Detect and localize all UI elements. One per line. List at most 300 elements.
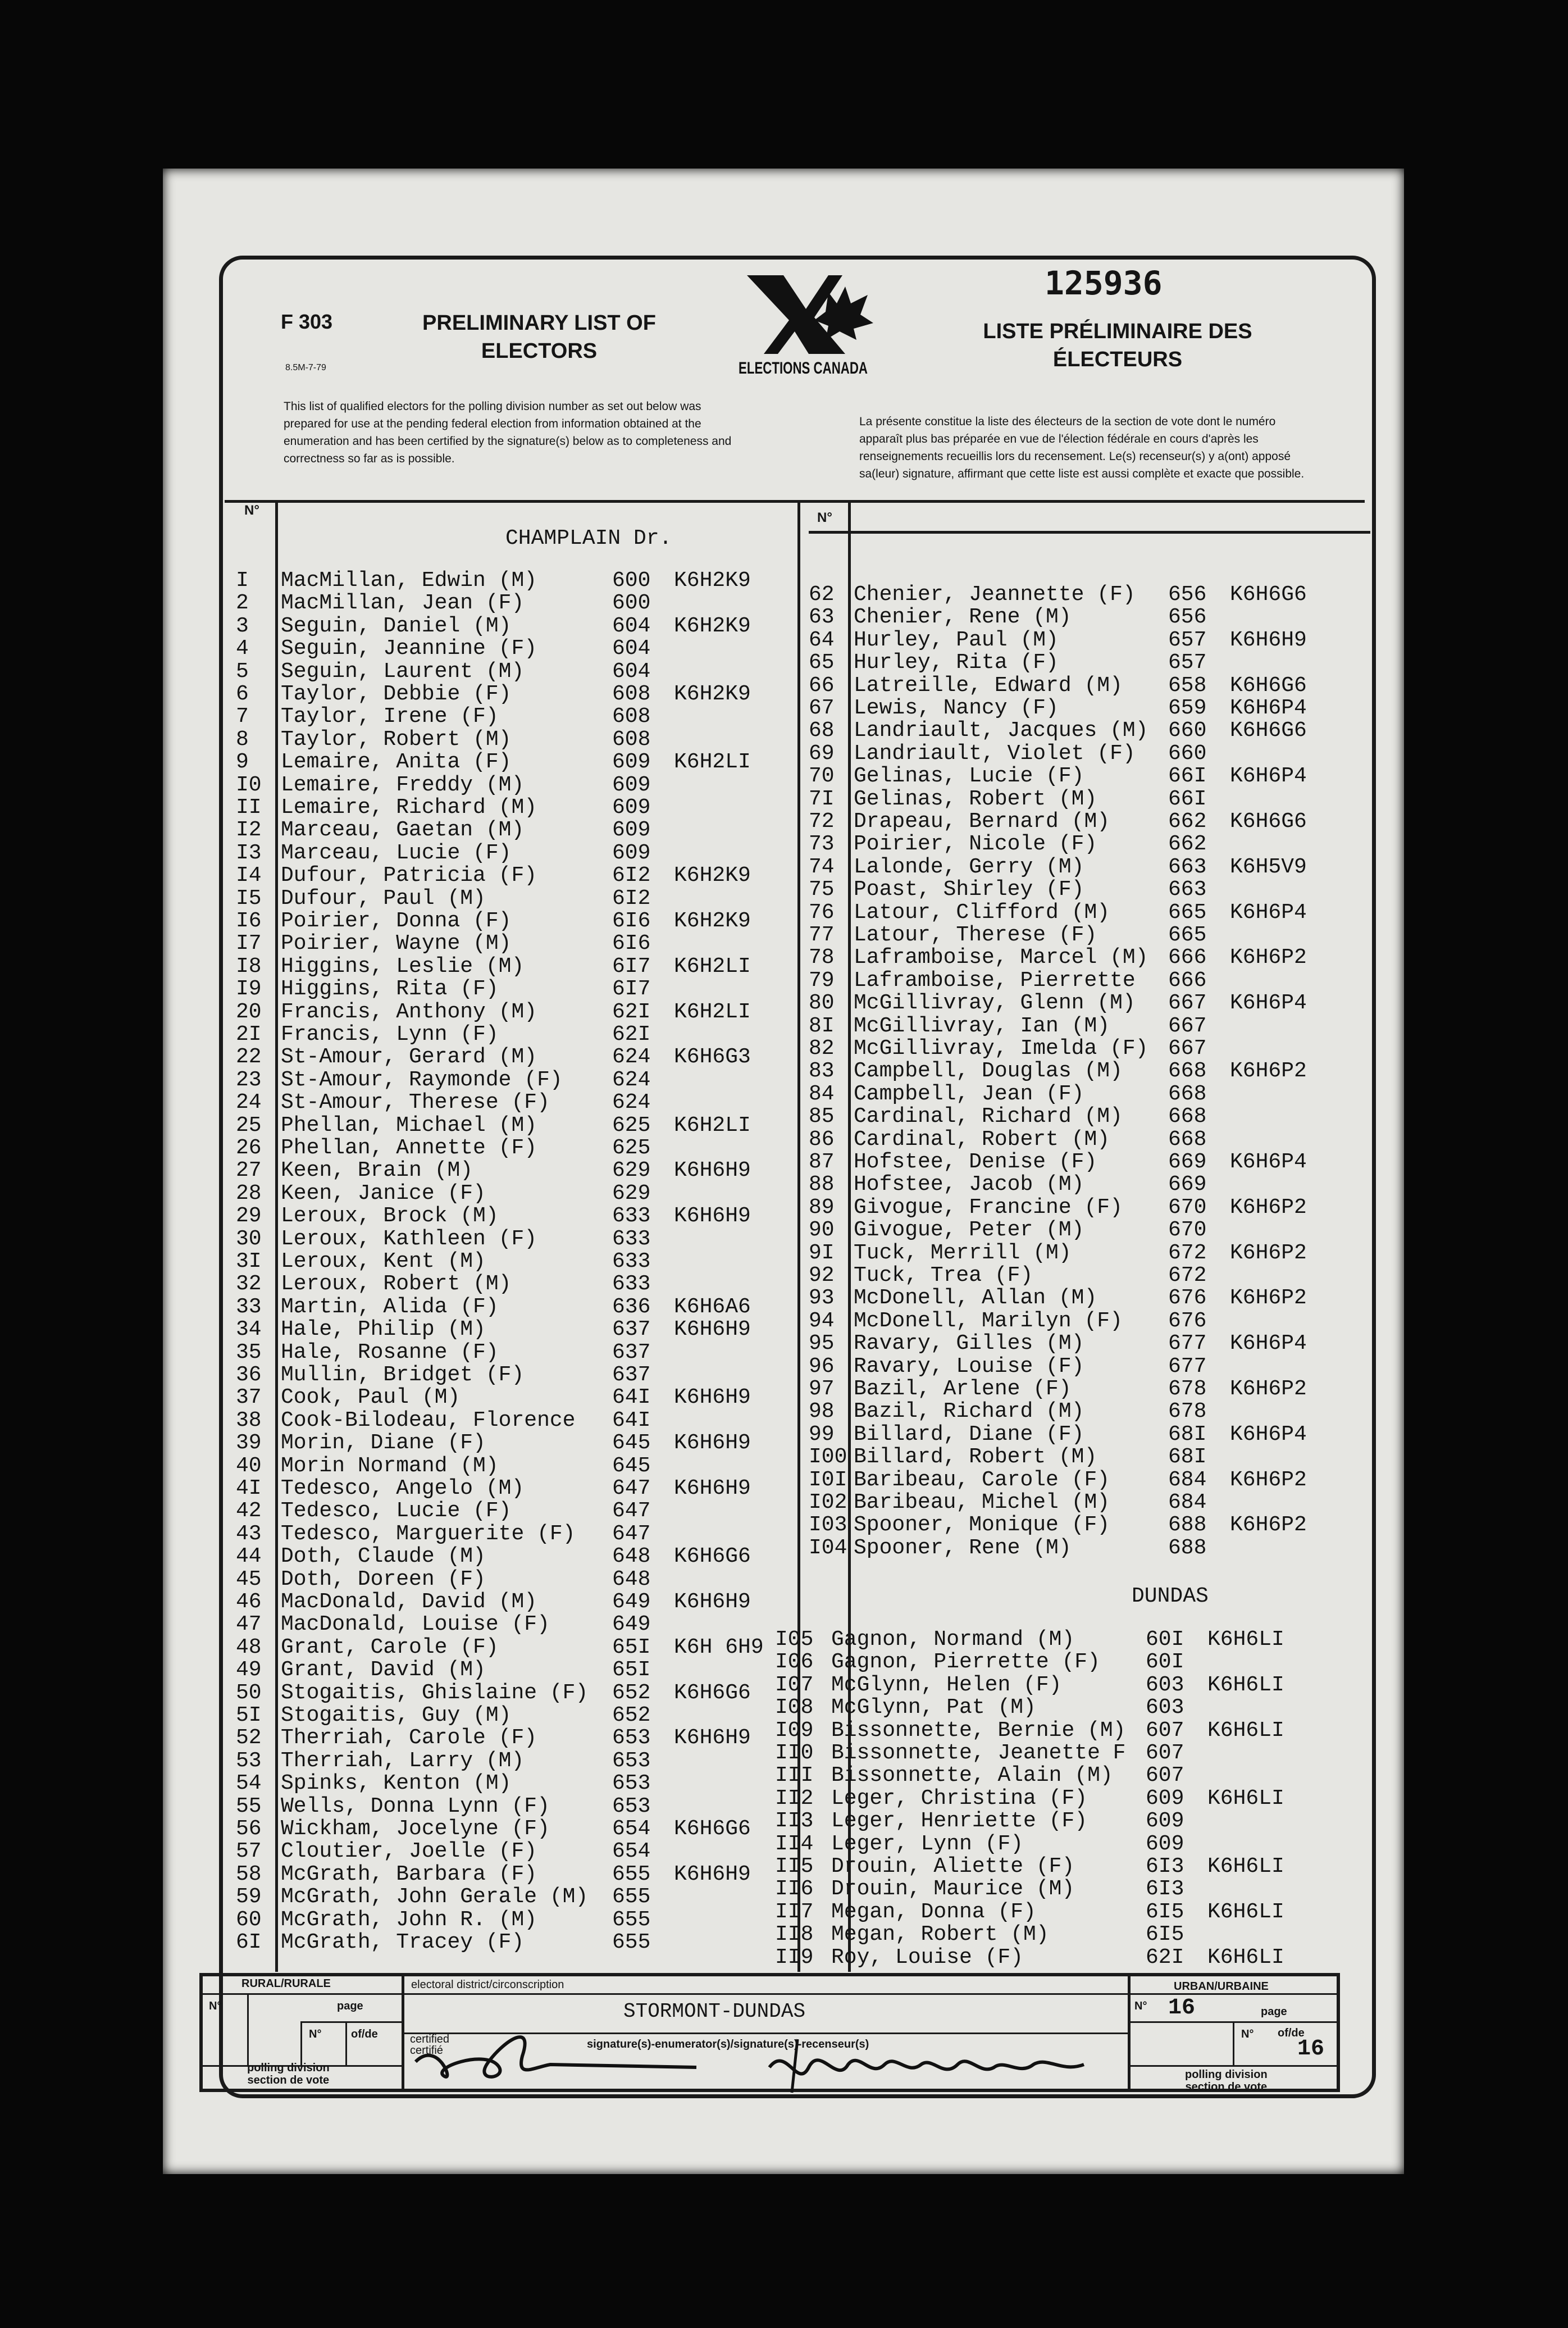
elector-addr: 609 <box>1146 1809 1184 1834</box>
right-no-label: N° <box>817 510 832 525</box>
elector-name: Tedesco, Angelo (M) <box>281 1476 525 1501</box>
elector-name: Morin, Diane (F) <box>281 1431 486 1456</box>
elector-name: Keen, Janice (F) <box>281 1181 486 1206</box>
elector-code: K6H 6H9 <box>674 1635 764 1659</box>
urban-no-value: 16 <box>1168 1995 1196 2021</box>
elector-no: 92 <box>809 1263 835 1288</box>
elector-code: K6H6G3 <box>674 1045 751 1070</box>
elector-code: K6H6A6 <box>674 1294 751 1319</box>
elector-no: 5I <box>236 1703 262 1727</box>
elector-name: Poirier, Nicole (F) <box>854 832 1097 857</box>
elector-no: 46 <box>236 1590 262 1614</box>
elector-no: II <box>236 795 262 820</box>
elector-addr: 668 <box>1168 1081 1207 1106</box>
elector-no: 38 <box>236 1408 262 1433</box>
elector-addr: 657 <box>1168 651 1207 675</box>
elector-name: Hale, Rosanne (F) <box>281 1340 499 1365</box>
elector-no: II5 <box>775 1854 814 1879</box>
elector-addr: 667 <box>1168 1013 1207 1038</box>
elector-addr: 625 <box>612 1113 651 1138</box>
rural-no-sub-label: N° <box>309 2028 322 2040</box>
elector-name: Phellan, Annette (F) <box>281 1136 537 1160</box>
elector-code: K6H6LI <box>1207 1899 1284 1924</box>
elector-name: Hale, Philip (M) <box>281 1317 486 1342</box>
elector-addr: 629 <box>612 1158 651 1183</box>
elector-code: K6H2K9 <box>674 909 751 933</box>
elections-canada-logo <box>730 270 876 382</box>
elector-name: Latour, Clifford (M) <box>854 900 1110 925</box>
elector-no: 76 <box>809 900 835 925</box>
elector-code: K6H6P4 <box>1230 1331 1307 1356</box>
elector-addr: 608 <box>612 682 651 706</box>
elector-no: 6I <box>236 1930 262 1954</box>
elector-no: 62 <box>809 583 835 607</box>
elector-no: 77 <box>809 923 835 947</box>
district-label: electoral district/circonscription <box>411 1979 564 1991</box>
elector-addr: 663 <box>1168 854 1207 879</box>
elector-code: K6H6LI <box>1207 1854 1284 1879</box>
elector-no: 7I <box>809 786 835 811</box>
elector-code: K6H6P4 <box>1230 1150 1307 1174</box>
elector-name: Roy, Louise (F) <box>831 1945 1024 1970</box>
elector-name: Chenier, Rene (M) <box>854 605 1072 630</box>
elector-no: 8I <box>809 1013 835 1038</box>
elector-name: Doth, Doreen (F) <box>281 1567 486 1592</box>
elector-name: Seguin, Daniel (M) <box>281 613 512 638</box>
elector-addr: 668 <box>1168 1059 1207 1084</box>
elector-addr: 625 <box>612 1136 651 1160</box>
elector-no: 37 <box>236 1385 262 1410</box>
elector-code: K6H6H9 <box>674 1726 751 1750</box>
enumerator-signature <box>764 2034 1101 2101</box>
elector-addr: 6I2 <box>612 863 651 888</box>
elector-no: I02 <box>809 1490 847 1515</box>
elector-name: Tuck, Trea (F) <box>854 1263 1033 1288</box>
elector-addr: 604 <box>612 659 651 684</box>
elector-name: McDonell, Marilyn (F) <box>854 1308 1123 1333</box>
elector-addr: 607 <box>1146 1718 1184 1743</box>
elector-name: Seguin, Laurent (M) <box>281 659 525 684</box>
elector-addr: 6I5 <box>1146 1922 1184 1947</box>
footer-right-edge <box>1337 1973 1340 2092</box>
elector-code: K6H6G6 <box>674 1544 751 1569</box>
elector-no: 69 <box>809 741 835 766</box>
elector-no: 64 <box>809 628 835 652</box>
elector-name: Spooner, Monique (F) <box>854 1513 1110 1538</box>
rural-of-divider <box>345 2021 347 2066</box>
elector-addr: 603 <box>1146 1695 1184 1720</box>
elector-no: 63 <box>809 605 835 630</box>
elector-name: Cloutier, Joelle (F) <box>281 1839 537 1864</box>
elector-no: 40 <box>236 1453 262 1478</box>
elector-addr: 669 <box>1168 1150 1207 1174</box>
elector-addr: 66I <box>1168 786 1207 811</box>
elector-code: K6H6LI <box>1207 1718 1284 1743</box>
elector-no: 68 <box>809 719 835 743</box>
elector-name: McGrath, Barbara (F) <box>281 1862 537 1886</box>
elector-name: Cook-Bilodeau, Florence <box>281 1408 576 1433</box>
elector-name: Leroux, Kathleen (F) <box>281 1226 537 1251</box>
elector-name: MacMillan, Jean (F) <box>281 591 525 616</box>
elector-name: Campbell, Douglas (M) <box>854 1059 1123 1084</box>
elector-addr: 607 <box>1146 1763 1184 1788</box>
form-date: 8.5M-7-79 <box>285 363 326 372</box>
elector-no: I08 <box>775 1695 814 1720</box>
elector-no: 70 <box>809 764 835 789</box>
left-no-column-line <box>275 500 278 1972</box>
elector-no: 52 <box>236 1726 262 1750</box>
elector-no: I07 <box>775 1672 814 1697</box>
elector-addr: 600 <box>612 569 651 593</box>
elector-addr: 688 <box>1168 1513 1207 1538</box>
elector-name: Lemaire, Anita (F) <box>281 750 512 775</box>
elector-no: 56 <box>236 1817 262 1841</box>
elector-name: Leroux, Brock (M) <box>281 1204 499 1229</box>
elector-addr: 62I <box>1146 1945 1184 1970</box>
elector-no: 26 <box>236 1136 262 1160</box>
district-name: STORMONT-DUNDAS <box>623 2000 806 2023</box>
elector-addr: 609 <box>1146 1831 1184 1856</box>
urban-page-label: page <box>1261 2006 1287 2018</box>
elector-code: K6H6P2 <box>1230 1059 1307 1084</box>
elector-no: 23 <box>236 1067 262 1092</box>
street-dundas: DUNDAS <box>1132 1584 1209 1608</box>
elector-addr: 624 <box>612 1090 651 1115</box>
elector-no: 87 <box>809 1150 835 1174</box>
elector-name: Tuck, Merrill (M) <box>854 1240 1072 1265</box>
elector-no: 5 <box>236 659 249 684</box>
elector-addr: 666 <box>1168 968 1207 993</box>
elector-name: Baribeau, Michel (M) <box>854 1490 1110 1515</box>
elector-name: McGrath, John R. (M) <box>281 1907 537 1932</box>
elector-no: III <box>775 1763 814 1788</box>
elector-addr: 637 <box>612 1340 651 1365</box>
elector-name: Ravary, Louise (F) <box>854 1354 1084 1379</box>
elector-name: Marceau, Gaetan (M) <box>281 818 525 843</box>
elector-code: K6H6G6 <box>674 1817 751 1841</box>
elector-addr: 6I3 <box>1146 1877 1184 1902</box>
elector-no: 28 <box>236 1181 262 1206</box>
elector-no: 22 <box>236 1045 262 1070</box>
elector-code: K6H2LI <box>674 954 751 979</box>
elector-no: 7 <box>236 704 249 729</box>
elector-no: 95 <box>809 1331 835 1356</box>
elector-name: Megan, Robert (M) <box>831 1922 1049 1947</box>
elector-name: MacMillan, Edwin (M) <box>281 569 537 593</box>
elector-addr: 633 <box>612 1272 651 1297</box>
elector-no: 73 <box>809 832 835 857</box>
rural-label: RURAL/RURALE <box>241 1977 331 1990</box>
elector-code: K6H6P2 <box>1230 1513 1307 1538</box>
elector-addr: 676 <box>1168 1286 1207 1311</box>
elector-no: 48 <box>236 1635 262 1659</box>
elector-name: McGillivray, Glenn (M) <box>854 991 1136 1016</box>
elector-no: 20 <box>236 999 262 1024</box>
elector-addr: 645 <box>612 1453 651 1478</box>
elector-name: McGlynn, Pat (M) <box>831 1695 1036 1720</box>
elector-name: Grant, Carole (F) <box>281 1635 499 1659</box>
elector-addr: 670 <box>1168 1218 1207 1243</box>
elector-name: Leger, Lynn (F) <box>831 1831 1024 1856</box>
elector-addr: 667 <box>1168 1036 1207 1061</box>
elector-name: Landriault, Jacques (M) <box>854 719 1148 743</box>
footer-left-edge <box>199 1973 203 2092</box>
elector-code: K6H6P2 <box>1230 1240 1307 1265</box>
elector-name: Wickham, Jocelyne (F) <box>281 1817 550 1841</box>
elector-no: I03 <box>809 1513 847 1538</box>
certifier-signature <box>404 2017 719 2095</box>
urban-of-label: of/de <box>1278 2027 1305 2039</box>
elector-name: St-Amour, Raymonde (F) <box>281 1067 563 1092</box>
elector-addr: 677 <box>1168 1331 1207 1356</box>
elector-addr: 62I <box>612 999 651 1024</box>
elector-no: 6 <box>236 682 249 706</box>
elector-code: K6H6H9 <box>674 1862 751 1886</box>
elector-no: 27 <box>236 1158 262 1183</box>
elector-name: Campbell, Jean (F) <box>854 1081 1084 1106</box>
footer-label-line <box>199 1993 1339 1995</box>
elector-name: Bissonnette, Jeanette F <box>831 1741 1126 1765</box>
elector-name: Lemaire, Freddy (M) <box>281 772 525 797</box>
elector-name: Tedesco, Marguerite (F) <box>281 1521 576 1546</box>
elector-addr: 672 <box>1168 1263 1207 1288</box>
elector-addr: 655 <box>612 1885 651 1909</box>
elector-name: Drapeau, Bernard (M) <box>854 810 1110 834</box>
elector-code: K6H2LI <box>674 999 751 1024</box>
elector-name: Therriah, Larry (M) <box>281 1748 525 1773</box>
elector-no: 3 <box>236 613 249 638</box>
elector-name: Francis, Anthony (M) <box>281 999 537 1024</box>
elector-name: Seguin, Jeannine (F) <box>281 636 537 661</box>
elector-no: 82 <box>809 1036 835 1061</box>
elector-no: 55 <box>236 1794 262 1818</box>
elector-name: McGrath, John Gerale (M) <box>281 1885 589 1909</box>
elector-name: Billard, Robert (M) <box>854 1445 1097 1470</box>
elector-name: Laframboise, Pierrette <box>854 968 1136 993</box>
elector-name: Keen, Brain (M) <box>281 1158 473 1183</box>
form-number: F 303 <box>281 310 333 333</box>
elector-no: 44 <box>236 1544 262 1569</box>
elector-name: Stogaitis, Ghislaine (F) <box>281 1680 589 1705</box>
elector-addr: 609 <box>612 750 651 775</box>
elector-name: Mullin, Bridget (F) <box>281 1363 525 1387</box>
elector-addr: 647 <box>612 1499 651 1524</box>
elector-no: 50 <box>236 1680 262 1705</box>
elector-addr: 662 <box>1168 832 1207 857</box>
elector-addr: 663 <box>1168 877 1207 902</box>
elector-name: St-Amour, Therese (F) <box>281 1090 550 1115</box>
elector-name: MacDonald, Louise (F) <box>281 1612 550 1637</box>
elector-name: Gelinas, Lucie (F) <box>854 764 1084 789</box>
elector-no: 97 <box>809 1377 835 1401</box>
elector-no: 74 <box>809 854 835 879</box>
elector-no: 88 <box>809 1172 835 1197</box>
street-champlain: CHAMPLAIN Dr. <box>505 526 672 551</box>
elector-name: Leger, Christina (F) <box>831 1786 1088 1811</box>
elector-name: Francis, Lynn (F) <box>281 1022 499 1047</box>
elector-addr: 668 <box>1168 1104 1207 1129</box>
elector-name: Hofstee, Jacob (M) <box>854 1172 1084 1197</box>
elector-no: I4 <box>236 863 262 888</box>
elector-code: K6H6P2 <box>1230 1195 1307 1220</box>
elector-addr: 653 <box>612 1748 651 1773</box>
rural-page-label: page <box>337 2000 363 2012</box>
rural-of-label: of/de <box>351 2028 378 2040</box>
elector-addr: 654 <box>612 1839 651 1864</box>
elector-addr: 652 <box>612 1680 651 1705</box>
elector-code: K6H6H9 <box>674 1204 751 1229</box>
elector-no: 83 <box>809 1059 835 1084</box>
elector-name: Lewis, Nancy (F) <box>854 696 1059 720</box>
elector-code: K6H6LI <box>1207 1627 1284 1652</box>
elector-no: 79 <box>809 968 835 993</box>
elector-name: Higgins, Leslie (M) <box>281 954 525 979</box>
elector-code: K6H6G6 <box>1230 583 1307 607</box>
elector-name: Drouin, Maurice (M) <box>831 1877 1075 1902</box>
elector-addr: 62I <box>612 1022 651 1047</box>
elector-name: Gagnon, Normand (M) <box>831 1627 1075 1652</box>
elector-code: K6H6H9 <box>674 1590 751 1614</box>
elector-code: K6H6H9 <box>674 1431 751 1456</box>
elector-no: 67 <box>809 696 835 720</box>
elector-name: Dufour, Paul (M) <box>281 886 486 911</box>
elector-addr: 633 <box>612 1204 651 1229</box>
elector-addr: 656 <box>1168 605 1207 630</box>
serial-number: 125936 <box>1045 264 1163 302</box>
elector-code: K6H6LI <box>1207 1945 1284 1970</box>
elector-no: 36 <box>236 1363 262 1387</box>
elector-addr: 608 <box>612 704 651 729</box>
elector-name: Gagnon, Pierrette (F) <box>831 1650 1100 1675</box>
elector-name: Higgins, Rita (F) <box>281 977 499 1002</box>
elector-code: K6H6H9 <box>674 1476 751 1501</box>
elector-addr: 636 <box>612 1294 651 1319</box>
elector-addr: 662 <box>1168 810 1207 834</box>
elector-addr: 607 <box>1146 1741 1184 1765</box>
elector-addr: 609 <box>612 795 651 820</box>
intro-french: La présente constitue la liste des électeurs de la section de vote dont le numéro apparaît plus bas préparée en vue de l'élection fédérale en cours d'après les renseignements recueillis lors du recensement. Le(s) recenseur(s) y a(ont) apposé sa(leur) signature, affirmant que cette liste est aussi complète et exacte que possible. <box>859 415 1305 480</box>
elector-no: 86 <box>809 1127 835 1152</box>
elector-name: Taylor, Irene (F) <box>281 704 499 729</box>
elector-addr: 60I <box>1146 1627 1184 1652</box>
elector-no: 43 <box>236 1521 262 1546</box>
elector-no: II0 <box>775 1741 814 1765</box>
elector-no: 93 <box>809 1286 835 1311</box>
elector-no: 32 <box>236 1272 262 1297</box>
elector-name: Poirier, Wayne (M) <box>281 931 512 956</box>
elector-name: Gelinas, Robert (M) <box>854 786 1097 811</box>
elector-addr: 659 <box>1168 696 1207 720</box>
elector-name: Stogaitis, Guy (M) <box>281 1703 512 1727</box>
table-top-line <box>225 500 1365 503</box>
elector-no: 80 <box>809 991 835 1016</box>
elector-name: Leroux, Robert (M) <box>281 1272 512 1297</box>
elector-no: 75 <box>809 877 835 902</box>
elector-code: K6H6P4 <box>1230 1422 1307 1447</box>
elector-name: Marceau, Lucie (F) <box>281 840 512 865</box>
elector-name: Hofstee, Denise (F) <box>854 1150 1097 1174</box>
elector-addr: 649 <box>612 1590 651 1614</box>
elector-addr: 6I6 <box>612 909 651 933</box>
elector-no: I5 <box>236 886 262 911</box>
elector-addr: 60I <box>1146 1650 1184 1675</box>
elector-name: McGrath, Tracey (F) <box>281 1930 525 1954</box>
elector-code: K6H2LI <box>674 1113 751 1138</box>
rural-page-line <box>300 2021 402 2023</box>
elector-no: I7 <box>236 931 262 956</box>
elector-addr: 647 <box>612 1521 651 1546</box>
elector-addr: 633 <box>612 1226 651 1251</box>
elector-no: I0I <box>809 1467 847 1492</box>
elector-addr: 654 <box>612 1817 651 1841</box>
elector-no: 2 <box>236 591 249 616</box>
elector-no: 53 <box>236 1748 262 1773</box>
elector-name: Chenier, Jeannette (F) <box>854 583 1136 607</box>
elector-name: McGillivray, Ian (M) <box>854 1013 1110 1038</box>
elector-addr: 64I <box>612 1385 651 1410</box>
elector-no: I09 <box>775 1718 814 1743</box>
rural-page-divider <box>300 2021 302 2066</box>
elector-addr: 624 <box>612 1045 651 1070</box>
elector-no: 65 <box>809 651 835 675</box>
elector-name: Taylor, Debbie (F) <box>281 682 512 706</box>
elector-name: Hurley, Paul (M) <box>854 628 1059 652</box>
elector-addr: 653 <box>612 1794 651 1818</box>
elector-no: I06 <box>775 1650 814 1675</box>
rural-polling-division: polling division section de vote <box>247 2062 330 2086</box>
elector-addr: 633 <box>612 1249 651 1274</box>
elector-name: Landriault, Violet (F) <box>854 741 1136 766</box>
elector-no: 3I <box>236 1249 262 1274</box>
elector-no: 96 <box>809 1354 835 1379</box>
elector-no: 42 <box>236 1499 262 1524</box>
elector-addr: 637 <box>612 1317 651 1342</box>
elector-name: St-Amour, Gerard (M) <box>281 1045 537 1070</box>
elector-no: 47 <box>236 1612 262 1637</box>
elector-no: 9I <box>809 1240 835 1265</box>
elector-addr: 64I <box>612 1408 651 1433</box>
elector-name: Grant, David (M) <box>281 1658 486 1683</box>
footer-top-line <box>199 1973 1339 1976</box>
urban-no-sub-label: N° <box>1241 2028 1254 2040</box>
elector-no: I0 <box>236 772 262 797</box>
elector-name: Hurley, Rita (F) <box>854 651 1059 675</box>
elector-name: Latreille, Edward (M) <box>854 673 1123 698</box>
elector-no: 89 <box>809 1195 835 1220</box>
certified-label: certified certifié <box>410 2033 450 2057</box>
elector-no: 45 <box>236 1567 262 1592</box>
elector-addr: 678 <box>1168 1377 1207 1401</box>
elector-addr: 670 <box>1168 1195 1207 1220</box>
elector-addr: 66I <box>1168 764 1207 789</box>
elector-addr: 624 <box>612 1067 651 1092</box>
elector-addr: 684 <box>1168 1490 1207 1515</box>
title-english: PRELIMINARY LIST OF ELECTORS <box>422 311 656 363</box>
elector-addr: 603 <box>1146 1672 1184 1697</box>
elector-no: 84 <box>809 1081 835 1106</box>
elector-code: K6H6H9 <box>1230 628 1307 652</box>
elector-addr: 647 <box>612 1476 651 1501</box>
elector-addr: 678 <box>1168 1399 1207 1424</box>
elector-code: K6H6P4 <box>1230 764 1307 789</box>
elector-addr: 6I2 <box>612 886 651 911</box>
elector-no: 99 <box>809 1422 835 1447</box>
elector-name: Latour, Therese (F) <box>854 923 1097 947</box>
elector-name: Lalonde, Gerry (M) <box>854 854 1084 879</box>
urban-label: URBAN/URBAINE <box>1174 1980 1269 1993</box>
elector-code: K6H6P2 <box>1230 1467 1307 1492</box>
elector-code: K6H5V9 <box>1230 854 1307 879</box>
